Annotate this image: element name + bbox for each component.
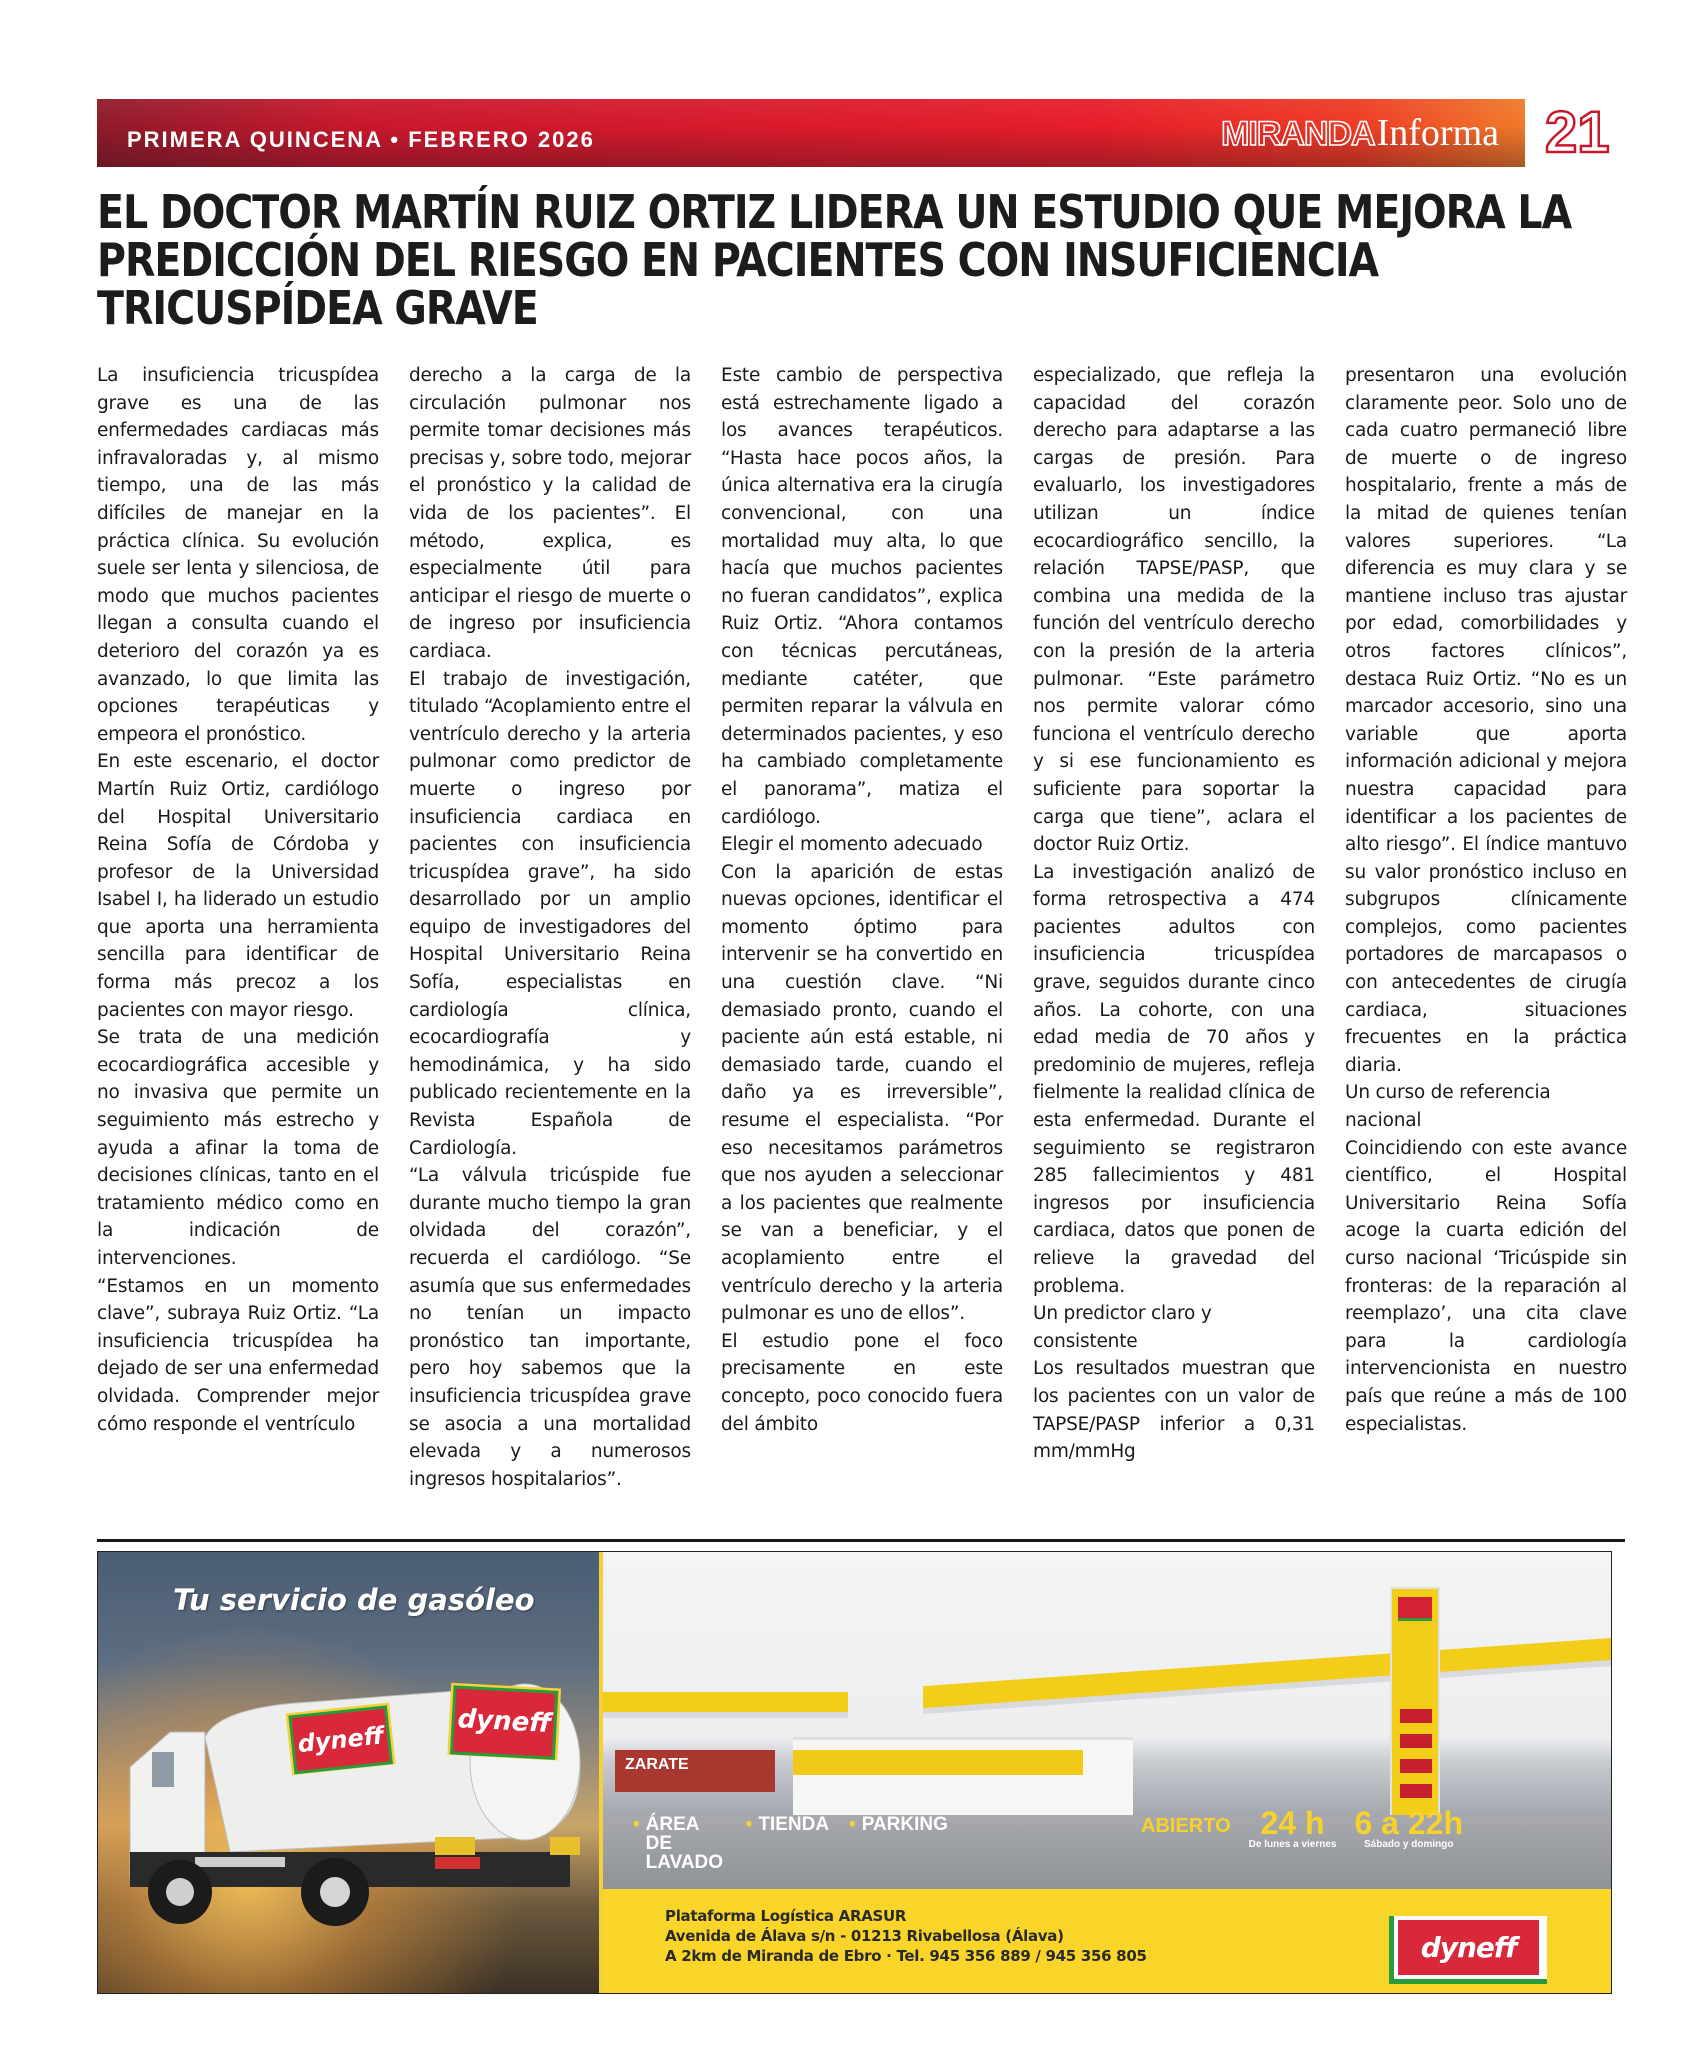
masthead-informa: Informa [1376, 112, 1499, 154]
article-body [97, 362, 1627, 1522]
paragraph: Coincidiendo con este avance científico, el Hospital Universitario Reina Sofía acoge la cuarta edición del curso nacional ‘Tricúspide sin fronteras: de la reparación al reemplazo’, una cita clave para la cardiología intervencionista en nuestro país que reúne a más de 100 especialistas. [1345, 1137, 1627, 1435]
service-car-wash: • ÁREA DE LAVADO [633, 1814, 724, 1873]
paragraph: presentaron una evolución claramente peor. Solo uno de cada cuatro permaneció libre de muerte o de ingreso hospitalario, frente a más de la mitad de quienes tenían valores superiores. “La diferencia es muy clara y se mantiene incluso tras ajustar por edad, comorbilidades y otros factores clínicos”, destaca Ruiz Ortiz. “No es un marcador accesorio, sino una variable que aporta información adicional y mejora nuestra capacidad para identificar a los pacientes de alto riesgo”. El índice mantuvo su valor pronóstico incluso en subgrupos clínicamente complejos, como pacientes portadores de marcapasos o con antecedentes de cirugía cardiaca, situaciones frecuentes en la práctica diaria. [1345, 365, 1627, 1076]
hours-weekend: 6 a 22h Sábado y domingo [1354, 1805, 1463, 1850]
paragraph: especializado, que refleja la capacidad del corazón derecho para adaptarse a las cargas de presión. Para evaluarlo, los investigadores utilizan un índice ecocardiográfico sencillo, la relación TAPSE/PASP, que combina una medida de la función del ventrículo derecho con la presión de la arteria pulmonar. “Este parámetro nos permite valorar cómo funciona el ventrículo derecho y si ese funcionamiento es suficiente para soportar la carga que tiene”, aclara el doctor Ruiz Ortiz. [1033, 365, 1315, 856]
paragraph: Se trata de una medición ecocardiográfica accesible y no invasiva que permite un seguimiento más estrecho y ayuda a afinar la toma de decisiones clínicas, tanto en el tratamiento médico como en la indicación de intervenciones. [97, 1027, 379, 1269]
canopy [603, 1692, 848, 1712]
shop-building [793, 1737, 1133, 1822]
open-label: ABIERTO [1141, 1815, 1231, 1837]
zarate-sign: ZARATE [615, 1750, 775, 1792]
ad-truck-panel [98, 1552, 603, 1993]
column-3 [721, 362, 1003, 1522]
paragraph: En este escenario, el doctor Martín Ruiz Ortiz, cardiólogo del Hospital Universitario Reina Sofía de Córdoba y profesor de la Universidad Isabel I, ha liderado un estudio que aporta una herramienta sencilla para identificar de forma más precoz a los pacientes con mayor riesgo. [97, 751, 379, 1021]
bullet-icon: • [633, 1814, 640, 1835]
subheading: Un curso de referencia nacional [1345, 1082, 1551, 1132]
subheading: Elegir el momento adecuado [721, 834, 983, 856]
column-2 [409, 362, 691, 1522]
paragraph: La investigación analizó de forma retrospectiva a 474 pacientes adultos con insuficiencia tricuspídea grave, seguidos durante cinco años. La cohorte, con una edad media de 70 años y predominio de mujeres, refleja fielmente la realidad clínica de esta enfermedad. Durante el seguimiento se registraron 285 fallecimientos y 481 ingresos por insuficiencia cardiaca, datos que ponen de relieve la gravedad del problema. [1033, 861, 1315, 1297]
section-divider [97, 1539, 1625, 1542]
service-shop: • TIENDA [746, 1815, 829, 1872]
paragraph: Con la aparición de estas nuevas opciones, identificar el momento óptimo para intervenir se ha convertido en una cuestión clave. “Ni demasiado pronto, cuando el paciente aún está estable, ni demasiado tarde, cuando el daño ya es irreversible”, resume el especialista. “Por eso necesitamos parámetros que nos ayuden a seleccionar a los pacientes que realmente se van a beneficiar, y el acoplamiento entre el ventrículo derecho y la arteria pulmonar es uno de ellos”. [721, 861, 1003, 1325]
price-pylon [1390, 1587, 1440, 1817]
masthead-logo [1221, 111, 1499, 155]
svg-text:dyneff: dyneff [456, 1704, 552, 1740]
paragraph: “La válvula tricúspide fue durante mucho tiempo la gran olvidada del corazón”, recuerda el cardiólogo. “Se asumía que sus enfermedades no tenían un impacto pronóstico tan importante, pero hoy sabemos que la insuficiencia tricuspídea grave se asocia a una mortalidad elevada y a numerosos ingresos hospitalarios”. [409, 1165, 691, 1490]
service-parking: • PARKING [849, 1815, 948, 1872]
canopy [923, 1638, 1611, 1708]
contact-phone: A 2km de Miranda de Ebro · Tel. 945 356 889 / 945 356 805 [665, 1947, 1147, 1965]
advertisement-dyneff[interactable] [97, 1551, 1612, 1994]
bullet-icon: • [849, 1814, 856, 1835]
contact-address: Avenida de Álava s/n - 01213 Rivabellosa (Álava) [665, 1927, 1064, 1945]
bullet-icon: • [745, 1814, 753, 1835]
hours-weekdays: 24 h De lunes a viernes [1248, 1805, 1337, 1850]
page-number: 21 [1545, 100, 1610, 165]
column-5 [1345, 362, 1627, 1522]
ad-station-panel [603, 1552, 1611, 1993]
paragraph: Este cambio de perspectiva está estrechamente ligado a los avances terapéuticos. “Hasta hace pocos años, la única alternativa era la cirugía convencional, con una mortalidad muy alta, lo que hacía que muchos pacientes no fueran candidatos”, explica Ruiz Ortiz. “Ahora contamos con técnicas percutáneas, mediante catéter, que permiten reparar la válvula en determinados pacientes, y eso ha cambiado completamente el panorama”, matiza el cardiólogo. [721, 365, 1003, 828]
paragraph: El trabajo de investigación, titulado “Acoplamiento entre el ventrículo derecho y la arteria pulmonar como predictor de muerte o ingreso por insuficiencia cardiaca en pacientes con insuficiencia tricuspídea grave”, ha sido desarrollado por un amplio equipo de investigadores del Hospital Universitario Reina Sofía, especialistas en cardiología clínica, ecocardiografía y hemodinámica, y ha sido publicado recientemente en la Revista Española de Cardiología. [409, 668, 691, 1159]
issue-date: PRIMERA QUINCENA • FEBRERO 2026 [127, 127, 595, 152]
paragraph: El estudio pone el foco precisamente en este concepto, poco conocido fuera del ámbito [721, 1330, 1003, 1435]
tanker-truck-image [110, 1677, 600, 1977]
ad-tagline: Tu servicio de gasóleo [173, 1583, 535, 1617]
article-headline: EL DOCTOR MARTÍN RUIZ ORTIZ LIDERA UN ESTUDIO QUE MEJORA LA PREDICCIÓN DEL RIESGO EN PACIENTES CON INSUFICIENCIA TRICUSPÍDEA GRAVE [97, 185, 1572, 335]
gas-station-image [603, 1552, 1611, 1889]
ad-contact-info [665, 1906, 1147, 1966]
opening-hours [1141, 1807, 1463, 1850]
paragraph: La insuficiencia tricuspídea grave es una de las enfermedades cardiacas más infravaloradas y, al mismo tiempo, una de las más difíciles de manejar en la práctica clínica. Su evolución suele ser lenta y silenciosa, de modo que muchos pacientes llegan a consulta cuando el deterioro del corazón ya es avanzado, lo que limita las opciones terapéuticas y empeora el pronóstico. [97, 365, 379, 745]
subheading: Un predictor claro y consistente [1033, 1303, 1212, 1352]
header-bar [97, 99, 1525, 167]
paragraph: derecho a la carga de la circulación pulmonar nos permite tomar decisiones más precisas y, sobre todo, mejorar el pronóstico y la calidad de vida de los pacientes”. El método, explica, es especialmente útil para anticipar el riesgo de muerte o de ingreso por insuficiencia cardiaca. [409, 365, 691, 662]
masthead-miranda: MIRANDA [1221, 115, 1375, 153]
column-4 [1033, 362, 1315, 1522]
svg-text:dyneff: dyneff [296, 1721, 385, 1759]
dyneff-logo: dyneff [1389, 1916, 1547, 1984]
column-1 [97, 362, 379, 1522]
paragraph: “Estamos en un momento clave”, subraya Ruiz Ortiz. “La insuficiencia tricuspídea ha dejado de ser una enfermedad olvidada. Comprender mejor cómo responde el ventrículo [97, 1275, 379, 1435]
contact-company: Plataforma Logística ARASUR [665, 1907, 907, 1925]
services-list [633, 1815, 948, 1872]
paragraph: Los resultados muestran que los pacientes con un valor de TAPSE/PASP inferior a 0,31 mm/mmHg [1033, 1358, 1315, 1463]
